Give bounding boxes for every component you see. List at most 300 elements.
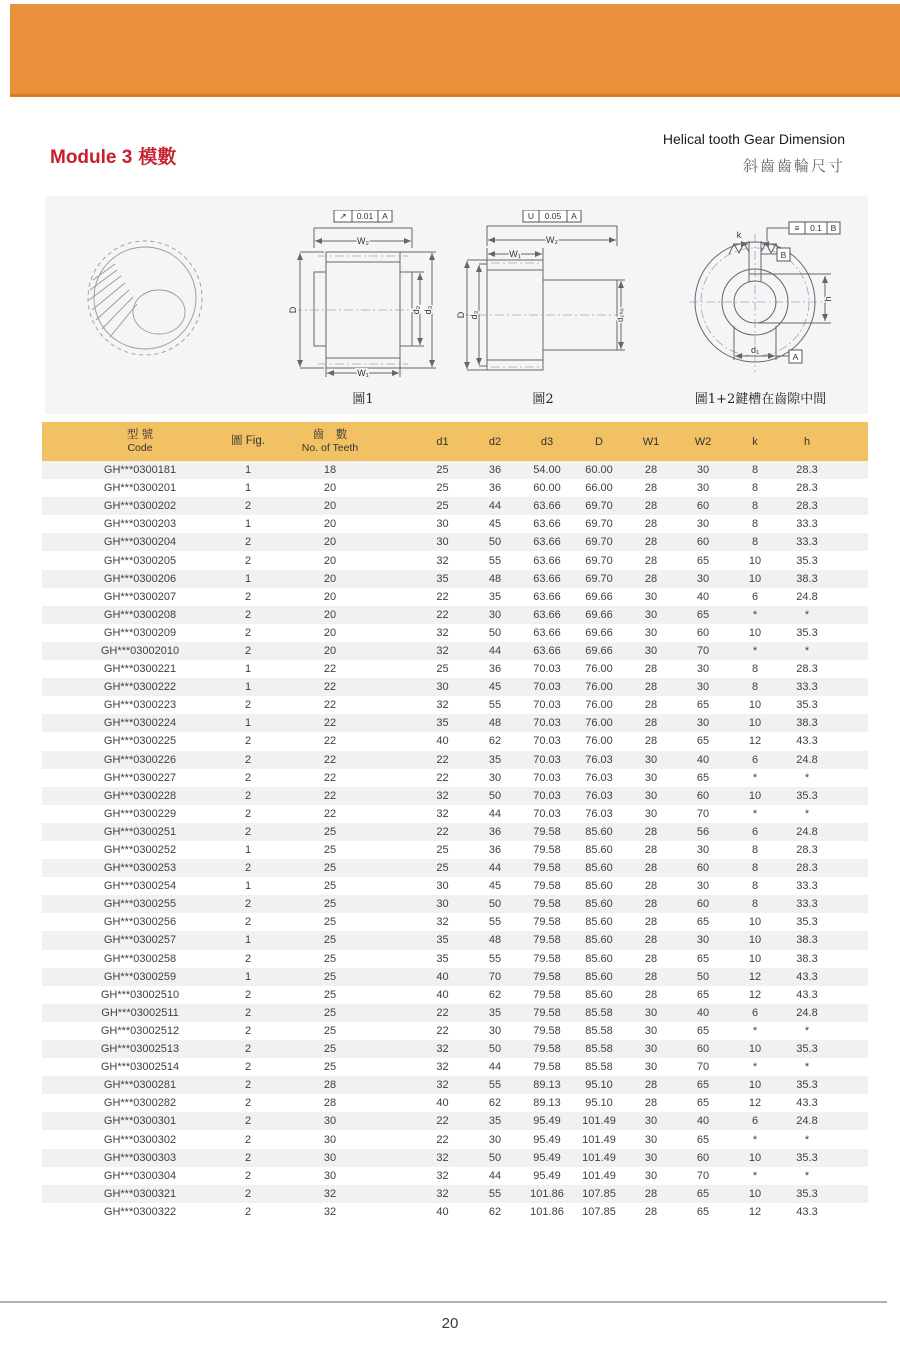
table-cell: GH***0300252 <box>103 844 177 857</box>
table-cell: GH***0300224 <box>103 717 177 730</box>
table-cell: 30 <box>488 1133 502 1146</box>
table-cell: 79.58 <box>533 934 561 947</box>
table-cell: 65 <box>696 735 710 748</box>
table-cell: 30 <box>696 464 710 477</box>
table-cell <box>833 1167 868 1185</box>
table-cell: 32 <box>436 1043 449 1056</box>
table-cell: 44 <box>488 1061 502 1074</box>
helical-gear-drawing <box>73 232 223 372</box>
table-cell: 2 <box>244 825 252 838</box>
fig2-fcf-datum: A <box>571 211 577 221</box>
table-cell: 89.13 <box>533 1079 561 1092</box>
table-cell: 50 <box>488 1043 502 1056</box>
table-cell: 65 <box>696 1133 710 1146</box>
table-cell: 2 <box>244 626 252 639</box>
table-cell: 55 <box>488 1187 502 1200</box>
table-cell: 25 <box>436 663 449 676</box>
doc-title-zh: 斜齒齒輪尺寸 <box>742 158 845 175</box>
table-cell <box>833 588 868 606</box>
table-cell: 85.58 <box>585 1006 613 1019</box>
table-cell: 1 <box>244 717 252 730</box>
table-cell: 107.85 <box>582 1187 616 1200</box>
table-cell: 95.49 <box>533 1169 561 1182</box>
table-cell: 22 <box>436 825 449 838</box>
table-cell <box>833 533 868 551</box>
table-cell <box>833 515 868 533</box>
table-cell: * <box>752 771 758 784</box>
table-cell: 48 <box>488 934 502 947</box>
table-cell: 30 <box>696 934 710 947</box>
table-cell: 85.60 <box>585 970 613 983</box>
table-cell: 60 <box>696 626 710 639</box>
table-cell: 79.58 <box>533 825 561 838</box>
table-cell: 32 <box>436 554 449 567</box>
table-cell: 30 <box>323 1151 337 1164</box>
table-cell: 30 <box>696 518 710 531</box>
table-cell: 22 <box>436 771 449 784</box>
table-cell: 60 <box>696 898 710 911</box>
table-cell: 2 <box>244 771 252 784</box>
fig2-dim-w2: W₂ <box>546 235 558 245</box>
table-cell: 79.58 <box>533 988 561 1001</box>
table-cell: 20 <box>323 518 337 531</box>
table-cell: 50 <box>488 626 502 639</box>
table-cell: 30 <box>644 1024 658 1037</box>
table-cell <box>833 950 868 968</box>
table-cell: 76.03 <box>585 753 613 766</box>
table-cell: 28 <box>644 500 658 513</box>
table-cell: 2 <box>244 554 252 567</box>
table-cell: 28 <box>644 988 658 1001</box>
table-cell: 28 <box>644 934 658 947</box>
table-row <box>42 732 868 750</box>
fig3-datum-a: A <box>792 352 799 362</box>
table-cell: 22 <box>436 1006 449 1019</box>
table-cell: 70.03 <box>533 699 561 712</box>
table-cell: 63.66 <box>533 608 561 621</box>
table-cell: 60.00 <box>585 464 613 477</box>
table-row <box>42 805 868 823</box>
fig1-dim-d2: d₂ <box>411 305 421 315</box>
table-cell: 79.58 <box>533 862 561 875</box>
table-cell: 6 <box>751 753 759 766</box>
table-cell: 1 <box>244 970 252 983</box>
col-code-zh: 型 號 <box>126 429 154 441</box>
table-cell <box>833 551 868 569</box>
fig1-dim-d3: d₃ <box>423 305 433 315</box>
table-cell: 25 <box>436 862 449 875</box>
table-cell: 95.49 <box>533 1133 561 1146</box>
table-cell: 35.3 <box>796 789 818 802</box>
fig1-dim-w2: W₂ <box>357 236 369 246</box>
table-cell: * <box>752 644 758 657</box>
table-cell: 65 <box>696 952 710 965</box>
table-cell: 20 <box>323 608 337 621</box>
table-cell: 70 <box>696 1061 710 1074</box>
table-row <box>42 823 868 841</box>
table-cell: 2 <box>244 699 252 712</box>
table-cell: 70.03 <box>533 789 561 802</box>
table-cell: 38.3 <box>796 572 818 585</box>
table-cell: 85.58 <box>585 1043 613 1056</box>
table-cell: 35 <box>488 1115 502 1128</box>
table-cell: 43.3 <box>796 970 818 983</box>
table-cell: 32 <box>436 1187 449 1200</box>
table-row <box>42 986 868 1004</box>
table-cell: 25 <box>436 482 449 495</box>
table-cell: 10 <box>748 554 762 567</box>
table-cell: 101.86 <box>530 1187 564 1200</box>
table-header-row <box>42 422 868 461</box>
table-cell: 2 <box>244 789 252 802</box>
table-cell: 35.3 <box>796 626 818 639</box>
table-row <box>42 950 868 968</box>
table-cell: 79.58 <box>533 1061 561 1074</box>
table-cell: 32 <box>436 807 449 820</box>
table-cell: 70.03 <box>533 717 561 730</box>
table-cell: 25 <box>323 898 337 911</box>
table-cell: 33.3 <box>796 681 818 694</box>
table-cell: 38.3 <box>796 717 818 730</box>
table-cell: 6 <box>751 1115 759 1128</box>
table-cell: 35.3 <box>796 554 818 567</box>
table-cell: 28 <box>644 735 658 748</box>
table-cell: 22 <box>436 753 449 766</box>
table-cell: 2 <box>244 1079 252 1092</box>
table-cell: 28 <box>644 970 658 983</box>
table-cell: 1 <box>244 681 252 694</box>
table-cell <box>833 1022 868 1040</box>
table-cell <box>833 859 868 877</box>
table-cell: 95.10 <box>585 1097 613 1110</box>
module-title-zh: 模數 <box>138 147 177 168</box>
table-cell: 85.60 <box>585 880 613 893</box>
gear-dimension-table <box>42 422 868 1221</box>
table-cell: 28 <box>323 1097 337 1110</box>
table-cell: 30 <box>644 590 658 603</box>
table-cell <box>833 1130 868 1148</box>
table-row <box>42 877 868 895</box>
table-cell: 22 <box>436 1024 449 1037</box>
table-cell: 2 <box>244 735 252 748</box>
table-cell: 25 <box>323 825 337 838</box>
table-cell: 20 <box>323 536 337 549</box>
table-row <box>42 968 868 986</box>
table-cell: 28 <box>644 482 658 495</box>
top-banner <box>10 4 900 97</box>
table-cell: 35 <box>436 934 449 947</box>
table-cell: 60.00 <box>533 482 561 495</box>
table-cell: 32 <box>436 1151 449 1164</box>
table-cell: 30 <box>436 518 449 531</box>
table-cell: 30 <box>644 644 658 657</box>
table-cell <box>833 624 868 642</box>
fig1-dim-w1: W₁ <box>357 368 369 378</box>
fig2-dim-d2h6: d₂ₕ₆ <box>616 307 625 323</box>
table-cell: 8 <box>751 898 759 911</box>
table-cell: 69.66 <box>585 608 613 621</box>
table-cell: * <box>752 1169 758 1182</box>
table-cell: 8 <box>751 518 759 531</box>
table-cell: 40 <box>436 988 449 1001</box>
table-cell: 89.13 <box>533 1097 561 1110</box>
table-cell: 36 <box>488 663 502 676</box>
table-cell: 22 <box>436 608 449 621</box>
table-cell: 25 <box>436 844 449 857</box>
table-cell: 70.03 <box>533 753 561 766</box>
table-cell: 101.49 <box>582 1133 616 1146</box>
footer-divider <box>0 1301 887 1303</box>
table-cell: 20 <box>323 590 337 603</box>
table-cell: 48 <box>488 717 502 730</box>
table-cell: 55 <box>488 699 502 712</box>
table-cell: 30 <box>696 844 710 857</box>
table-cell: 32 <box>436 699 449 712</box>
table-cell: GH***0300251 <box>103 825 177 838</box>
table-cell: 24.8 <box>796 753 818 766</box>
table-cell: GH***0300203 <box>103 518 177 531</box>
table-cell: 40 <box>436 970 449 983</box>
table-cell: 101.86 <box>530 1205 564 1218</box>
table-cell: 56 <box>696 825 710 838</box>
table-row <box>42 497 868 515</box>
table-cell <box>833 1112 868 1130</box>
table-cell: 43.3 <box>796 988 818 1001</box>
table-cell: 1 <box>244 518 252 531</box>
table-cell: 28 <box>644 464 658 477</box>
table-cell: 22 <box>436 1133 449 1146</box>
table-cell: 65 <box>696 608 710 621</box>
table-cell: GH***03002510 <box>100 988 180 1001</box>
table-cell: 22 <box>436 590 449 603</box>
table-cell: 63.66 <box>533 572 561 585</box>
table-cell: 22 <box>323 753 337 766</box>
table-cell: 69.70 <box>585 500 613 513</box>
table-row <box>42 696 868 714</box>
table-cell: 95.10 <box>585 1079 613 1092</box>
fig2-fcf-value: 0.05 <box>544 211 562 221</box>
table-cell: GH***0300281 <box>103 1079 177 1092</box>
table-cell: 32 <box>436 1061 449 1074</box>
table-cell: 8 <box>751 681 759 694</box>
table-cell <box>833 732 868 750</box>
table-row <box>42 515 868 533</box>
table-cell: 25 <box>323 844 337 857</box>
table-cell: 63.66 <box>533 644 561 657</box>
fig3-dim-d1: d₁ <box>750 345 760 355</box>
table-cell <box>833 1185 868 1203</box>
table-row <box>42 1185 868 1203</box>
doc-title <box>663 131 845 176</box>
col-fig: 圖 Fig. <box>194 422 289 461</box>
figure-3 <box>663 210 858 407</box>
table-row <box>42 642 868 660</box>
table-cell: 1 <box>244 663 252 676</box>
table-cell <box>833 823 868 841</box>
table-cell: 25 <box>323 952 337 965</box>
table-cell: GH***0300221 <box>103 663 177 676</box>
table-cell: 20 <box>323 554 337 567</box>
table-cell: 65 <box>696 1187 710 1200</box>
table-cell <box>833 931 868 949</box>
table-row <box>42 1203 868 1221</box>
table-cell: 30 <box>488 1024 502 1037</box>
table-cell <box>833 660 868 678</box>
table-cell: 40 <box>696 590 710 603</box>
fig1-caption: 圖1 <box>352 392 374 407</box>
table-cell: GH***0300302 <box>103 1133 177 1146</box>
table-cell: * <box>752 1133 758 1146</box>
table-cell: 63.66 <box>533 626 561 639</box>
table-cell: 44 <box>488 1169 502 1182</box>
table-cell: 30 <box>696 681 710 694</box>
table-cell: 101.49 <box>582 1169 616 1182</box>
table-cell: 2 <box>244 988 252 1001</box>
table-cell: 44 <box>488 807 502 820</box>
table-cell: 28 <box>644 518 658 531</box>
table-cell: 76.00 <box>585 681 613 694</box>
table-cell: 35.3 <box>796 1187 818 1200</box>
col-W2: W2 <box>677 422 729 461</box>
table-cell: 43.3 <box>796 735 818 748</box>
table-cell: 24.8 <box>796 1006 818 1019</box>
table-cell: 85.60 <box>585 844 613 857</box>
table-row <box>42 551 868 569</box>
table-cell: 38.3 <box>796 952 818 965</box>
fig1-dim-d: D <box>288 306 298 314</box>
table-cell: 69.66 <box>585 644 613 657</box>
table-cell: GH***0300222 <box>103 681 177 694</box>
table-cell: 85.58 <box>585 1061 613 1074</box>
table-cell: 10 <box>748 699 762 712</box>
col-k: k <box>729 422 781 461</box>
table-cell: 55 <box>488 554 502 567</box>
table-cell: 62 <box>488 735 502 748</box>
table-cell: 22 <box>323 717 337 730</box>
table-cell: * <box>752 1061 758 1074</box>
table-cell: 28.3 <box>796 464 818 477</box>
table-cell: 65 <box>696 1024 710 1037</box>
table-cell: 20 <box>323 500 337 513</box>
table-cell: 33.3 <box>796 898 818 911</box>
table-cell: GH***0300256 <box>103 916 177 929</box>
table-cell: 30 <box>696 663 710 676</box>
table-cell: GH***0300205 <box>103 554 177 567</box>
table-cell: 32 <box>436 1169 449 1182</box>
table-cell: GH***03002513 <box>100 1043 180 1056</box>
table-row <box>42 570 868 588</box>
table-cell: 70 <box>488 970 502 983</box>
table-cell: 1 <box>244 572 252 585</box>
table-cell: 28 <box>644 952 658 965</box>
table-cell: GH***0300226 <box>103 753 177 766</box>
table-cell: 44 <box>488 500 502 513</box>
fig3-dim-k: k <box>736 230 742 240</box>
table-cell: 25 <box>323 880 337 893</box>
table-cell: * <box>752 1024 758 1037</box>
table-cell: 30 <box>488 771 502 784</box>
table-cell: 30 <box>644 1006 658 1019</box>
table-cell: 22 <box>323 699 337 712</box>
fig3-caption: 圖1+2鍵槽在齒隙中間 <box>694 392 827 407</box>
table-cell: 1 <box>244 934 252 947</box>
table-cell: 60 <box>696 500 710 513</box>
table-cell <box>833 1004 868 1022</box>
table-cell: GH***0300225 <box>103 735 177 748</box>
table-cell: 10 <box>748 1079 762 1092</box>
table-cell: 79.58 <box>533 952 561 965</box>
table-cell: 35.3 <box>796 1151 818 1164</box>
table-cell: 35 <box>488 1006 502 1019</box>
table-cell: 38.3 <box>796 934 818 947</box>
table-cell: 22 <box>323 807 337 820</box>
table-cell: 20 <box>323 572 337 585</box>
table-cell: 2 <box>244 1006 252 1019</box>
table-cell: 45 <box>488 681 502 694</box>
col-teeth-en: No. of Teeth <box>301 442 359 454</box>
table-cell <box>833 479 868 497</box>
table-cell: 60 <box>696 1151 710 1164</box>
table-cell: 22 <box>323 735 337 748</box>
table-cell: 25 <box>323 916 337 929</box>
table-cell: 25 <box>323 1024 337 1037</box>
table-cell: 48 <box>488 572 502 585</box>
fig3-fcf-symbol: ≡ <box>794 223 800 233</box>
table-cell: 79.58 <box>533 970 561 983</box>
table-cell: GH***0300206 <box>103 572 177 585</box>
table-cell: 2 <box>244 1151 252 1164</box>
table-cell: 30 <box>436 880 449 893</box>
table-cell: 28 <box>644 717 658 730</box>
table-cell: 62 <box>488 1097 502 1110</box>
table-cell: 12 <box>748 988 762 1001</box>
table-cell: 79.58 <box>533 1006 561 1019</box>
table-row <box>42 1112 868 1130</box>
table-cell <box>833 1058 868 1076</box>
table-cell: 63.66 <box>533 536 561 549</box>
table-cell <box>833 570 868 588</box>
table-cell: 60 <box>696 862 710 875</box>
table-cell <box>833 986 868 1004</box>
fig2-dim-w1: W₁ <box>509 249 521 259</box>
table-row <box>42 913 868 931</box>
table-cell: 32 <box>436 916 449 929</box>
table-cell <box>833 877 868 895</box>
table-cell <box>833 606 868 624</box>
table-row <box>42 461 868 479</box>
table-cell: 28 <box>644 699 658 712</box>
table-cell: 30 <box>696 572 710 585</box>
table-cell: 22 <box>436 1115 449 1128</box>
table-row <box>42 751 868 769</box>
table-cell: 62 <box>488 988 502 1001</box>
table-cell: * <box>752 807 758 820</box>
table-cell: 85.60 <box>585 952 613 965</box>
table-cell: GH***0300253 <box>103 862 177 875</box>
table-cell: 30 <box>644 1169 658 1182</box>
table-cell: 28.3 <box>796 844 818 857</box>
table-cell: 30 <box>323 1133 337 1146</box>
table-cell: 50 <box>696 970 710 983</box>
table-cell: GH***0300208 <box>103 608 177 621</box>
table-cell: 85.60 <box>585 916 613 929</box>
table-cell: 76.03 <box>585 807 613 820</box>
table-cell: 76.03 <box>585 789 613 802</box>
table-cell: 8 <box>751 482 759 495</box>
table-cell: 28 <box>644 880 658 893</box>
table-cell: * <box>804 1024 810 1037</box>
table-cell: 36 <box>488 482 502 495</box>
